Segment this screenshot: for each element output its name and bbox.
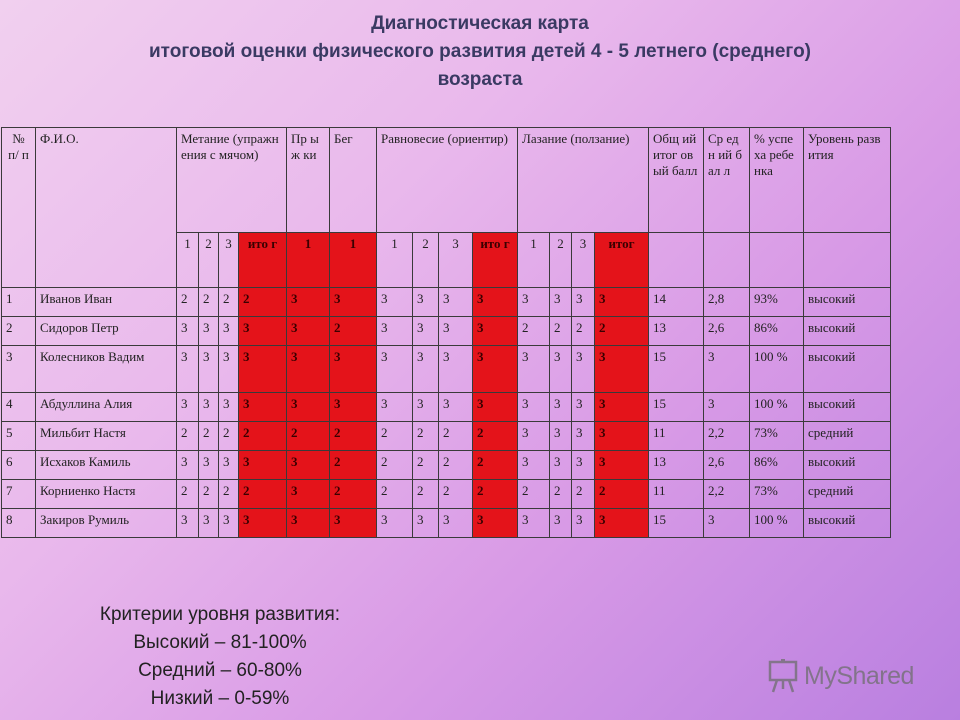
criteria-high: Высокий – 81-100% <box>133 632 307 653</box>
name-cell: Корниенко Настя <box>36 480 177 509</box>
score-cell: 3 <box>330 346 377 393</box>
score-cell: 2 <box>550 480 572 509</box>
pct-cell: 86% <box>750 317 804 346</box>
score-cell: 3 <box>518 393 550 422</box>
header-climb: Лазание (ползание) <box>518 128 649 233</box>
score-cell: 3 <box>219 509 239 538</box>
name-cell: Колесников Вадим <box>36 346 177 393</box>
name-cell: Закиров Румиль <box>36 509 177 538</box>
score-cell: 2 <box>439 480 473 509</box>
subheader-cell: 2 <box>413 233 439 288</box>
score-cell: 2 <box>177 422 199 451</box>
score-cell: 2 <box>287 422 330 451</box>
subheader-cell: ито г <box>239 233 287 288</box>
score-cell: 2 <box>199 288 219 317</box>
score-cell: 3 <box>330 288 377 317</box>
score-cell: 3 <box>518 422 550 451</box>
avg-cell: 3 <box>704 346 750 393</box>
diagnostic-table <box>1 127 891 538</box>
score-cell: 3 <box>177 393 199 422</box>
score-cell: 3 <box>199 346 219 393</box>
score-cell: 2 <box>377 451 413 480</box>
score-cell: 3 <box>287 393 330 422</box>
score-cell: 3 <box>287 480 330 509</box>
score-cell: 3 <box>439 393 473 422</box>
score-cell: 3 <box>377 393 413 422</box>
subheader-cell: итог <box>595 233 649 288</box>
score-cell: 3 <box>439 346 473 393</box>
score-cell: 2 <box>377 480 413 509</box>
criteria-mid: Средний – 60-80% <box>138 660 302 681</box>
row-number-cell: 4 <box>2 393 36 422</box>
score-cell: 3 <box>287 451 330 480</box>
total-cell: 13 <box>649 451 704 480</box>
score-cell: 3 <box>595 288 649 317</box>
header-jump: Пр ыж ки <box>287 128 330 233</box>
score-cell: 3 <box>219 451 239 480</box>
score-cell: 2 <box>219 480 239 509</box>
row-number-cell: 3 <box>2 346 36 393</box>
row-number-cell: 5 <box>2 422 36 451</box>
row-number-cell: 2 <box>2 317 36 346</box>
table-row <box>2 451 891 480</box>
subheader-cell: 1 <box>177 233 199 288</box>
score-cell: 3 <box>473 509 518 538</box>
subheader-empty-cell <box>804 233 891 288</box>
score-cell: 2 <box>199 480 219 509</box>
score-cell: 3 <box>177 317 199 346</box>
avg-cell: 3 <box>704 393 750 422</box>
avg-cell: 2,2 <box>704 480 750 509</box>
total-cell: 15 <box>649 393 704 422</box>
score-cell: 2 <box>330 480 377 509</box>
presentation-board-icon <box>768 659 798 693</box>
score-cell: 2 <box>219 288 239 317</box>
score-cell: 3 <box>177 346 199 393</box>
score-cell: 3 <box>177 509 199 538</box>
score-cell: 3 <box>473 393 518 422</box>
header-row <box>2 128 891 233</box>
score-cell: 3 <box>239 451 287 480</box>
score-cell: 2 <box>595 317 649 346</box>
score-cell: 2 <box>518 317 550 346</box>
avg-cell: 2,8 <box>704 288 750 317</box>
table-row <box>2 480 891 509</box>
row-number-cell: 6 <box>2 451 36 480</box>
pct-cell: 73% <box>750 480 804 509</box>
score-cell: 2 <box>330 317 377 346</box>
score-cell: 2 <box>177 480 199 509</box>
score-cell: 2 <box>439 451 473 480</box>
score-cell: 3 <box>413 317 439 346</box>
score-cell: 3 <box>377 317 413 346</box>
level-cell: высокий <box>804 393 891 422</box>
score-cell: 3 <box>377 509 413 538</box>
page-title <box>0 10 960 94</box>
row-number-cell: 7 <box>2 480 36 509</box>
subheader-empty-cell <box>750 233 804 288</box>
row-number-cell: 1 <box>2 288 36 317</box>
pct-cell: 100 % <box>750 509 804 538</box>
header-pct: % успе ха ребе нка <box>750 128 804 233</box>
score-cell: 3 <box>473 346 518 393</box>
total-cell: 13 <box>649 317 704 346</box>
name-cell: Сидоров Петр <box>36 317 177 346</box>
name-cell: Мильбит Настя <box>36 422 177 451</box>
score-cell: 3 <box>595 422 649 451</box>
watermark-text: MyShared <box>804 661 914 690</box>
score-cell: 3 <box>219 393 239 422</box>
score-cell: 3 <box>239 393 287 422</box>
subheader-cell: 2 <box>199 233 219 288</box>
subheader-cell: 3 <box>439 233 473 288</box>
score-cell: 3 <box>572 393 595 422</box>
score-cell: 3 <box>550 451 572 480</box>
subheader-cell: 1 <box>377 233 413 288</box>
subheader-cell: 1 <box>287 233 330 288</box>
score-cell: 3 <box>439 317 473 346</box>
score-cell: 3 <box>287 288 330 317</box>
score-cell: 3 <box>219 317 239 346</box>
table-row <box>2 393 891 422</box>
subheader-cell: ито г <box>473 233 518 288</box>
total-cell: 11 <box>649 480 704 509</box>
subheader-cell: 2 <box>550 233 572 288</box>
header-avg: Ср едн ий бал л <box>704 128 750 233</box>
level-cell: высокий <box>804 317 891 346</box>
score-cell: 2 <box>518 480 550 509</box>
score-cell: 2 <box>219 422 239 451</box>
score-cell: 3 <box>330 509 377 538</box>
level-cell: средний <box>804 422 891 451</box>
table-row <box>2 346 891 393</box>
avg-cell: 3 <box>704 509 750 538</box>
score-cell: 3 <box>239 346 287 393</box>
score-cell: 2 <box>330 451 377 480</box>
header-num: № п/ п <box>2 128 36 288</box>
score-cell: 3 <box>377 346 413 393</box>
score-cell: 3 <box>439 288 473 317</box>
score-cell: 3 <box>550 393 572 422</box>
table-row <box>2 317 891 346</box>
total-cell: 14 <box>649 288 704 317</box>
myshared-watermark <box>768 657 938 695</box>
criteria-block <box>20 601 420 713</box>
score-cell: 3 <box>413 393 439 422</box>
score-cell: 2 <box>595 480 649 509</box>
score-cell: 3 <box>473 288 518 317</box>
name-cell: Иванов Иван <box>36 288 177 317</box>
score-cell: 2 <box>239 480 287 509</box>
header-level: Уровень развития <box>804 128 891 233</box>
avg-cell: 2,6 <box>704 317 750 346</box>
total-cell: 11 <box>649 422 704 451</box>
score-cell: 3 <box>572 422 595 451</box>
score-cell: 3 <box>595 346 649 393</box>
score-cell: 2 <box>572 317 595 346</box>
subheader-empty-cell <box>704 233 750 288</box>
level-cell: высокий <box>804 288 891 317</box>
score-cell: 2 <box>239 422 287 451</box>
score-cell: 3 <box>330 393 377 422</box>
score-cell: 3 <box>572 288 595 317</box>
score-cell: 3 <box>572 451 595 480</box>
name-cell: Исхаков Камиль <box>36 451 177 480</box>
score-cell: 3 <box>287 346 330 393</box>
level-cell: высокий <box>804 451 891 480</box>
score-cell: 3 <box>413 346 439 393</box>
subheader-empty-cell <box>649 233 704 288</box>
total-cell: 15 <box>649 509 704 538</box>
subheader-cell: 1 <box>330 233 377 288</box>
score-cell: 3 <box>287 317 330 346</box>
score-cell: 3 <box>518 509 550 538</box>
header-run: Бег <box>330 128 377 233</box>
pct-cell: 93% <box>750 288 804 317</box>
score-cell: 3 <box>518 346 550 393</box>
score-cell: 2 <box>473 451 518 480</box>
score-cell: 3 <box>572 346 595 393</box>
score-cell: 3 <box>595 509 649 538</box>
header-throw: Метание (упражнения с мячом) <box>177 128 287 233</box>
score-cell: 2 <box>413 480 439 509</box>
score-cell: 3 <box>550 509 572 538</box>
avg-cell: 2,2 <box>704 422 750 451</box>
score-cell: 3 <box>595 393 649 422</box>
header-fio: Ф.И.О. <box>36 128 177 288</box>
criteria-title: Критерии уровня развития: <box>99 604 341 625</box>
level-cell: высокий <box>804 346 891 393</box>
avg-cell: 2,6 <box>704 451 750 480</box>
pct-cell: 73% <box>750 422 804 451</box>
score-cell: 3 <box>550 346 572 393</box>
header-balance: Равновесие (ориентир) <box>377 128 518 233</box>
subheader-cell: 3 <box>219 233 239 288</box>
title-line-2: итоговой оценки физического развития детей 4 - 5 летнего (среднего) <box>148 41 812 62</box>
pct-cell: 100 % <box>750 393 804 422</box>
score-cell: 3 <box>595 451 649 480</box>
score-cell: 2 <box>199 422 219 451</box>
score-cell: 3 <box>550 288 572 317</box>
subheader-cell: 3 <box>572 233 595 288</box>
score-cell: 3 <box>177 451 199 480</box>
score-cell: 3 <box>239 317 287 346</box>
pct-cell: 86% <box>750 451 804 480</box>
row-number-cell: 8 <box>2 509 36 538</box>
score-cell: 3 <box>377 288 413 317</box>
score-cell: 3 <box>287 509 330 538</box>
score-cell: 2 <box>550 317 572 346</box>
pct-cell: 100 % <box>750 346 804 393</box>
title-line-1: Диагностическая карта <box>371 13 589 34</box>
score-cell: 2 <box>572 480 595 509</box>
score-cell: 3 <box>239 509 287 538</box>
score-cell: 3 <box>518 451 550 480</box>
title-line-3: возраста <box>437 69 523 90</box>
subheader-cell: 1 <box>518 233 550 288</box>
total-cell: 15 <box>649 346 704 393</box>
score-cell: 2 <box>413 422 439 451</box>
table-row <box>2 509 891 538</box>
score-cell: 3 <box>199 509 219 538</box>
score-cell: 2 <box>239 288 287 317</box>
criteria-low: Низкий – 0-59% <box>150 688 290 709</box>
header-total: Общ ий итог овый балл <box>649 128 704 233</box>
score-cell: 3 <box>219 346 239 393</box>
score-cell: 3 <box>199 393 219 422</box>
score-cell: 2 <box>473 422 518 451</box>
score-cell: 3 <box>572 509 595 538</box>
score-cell: 3 <box>439 509 473 538</box>
score-cell: 2 <box>413 451 439 480</box>
score-cell: 2 <box>473 480 518 509</box>
score-cell: 3 <box>413 288 439 317</box>
level-cell: средний <box>804 480 891 509</box>
score-cell: 3 <box>550 422 572 451</box>
score-cell: 3 <box>518 288 550 317</box>
score-cell: 2 <box>177 288 199 317</box>
score-cell: 3 <box>413 509 439 538</box>
table-row <box>2 288 891 317</box>
score-cell: 2 <box>330 422 377 451</box>
score-cell: 3 <box>199 451 219 480</box>
level-cell: высокий <box>804 509 891 538</box>
name-cell: Абдуллина Алия <box>36 393 177 422</box>
table-row <box>2 422 891 451</box>
score-cell: 3 <box>473 317 518 346</box>
score-cell: 3 <box>199 317 219 346</box>
score-cell: 2 <box>377 422 413 451</box>
score-cell: 2 <box>439 422 473 451</box>
